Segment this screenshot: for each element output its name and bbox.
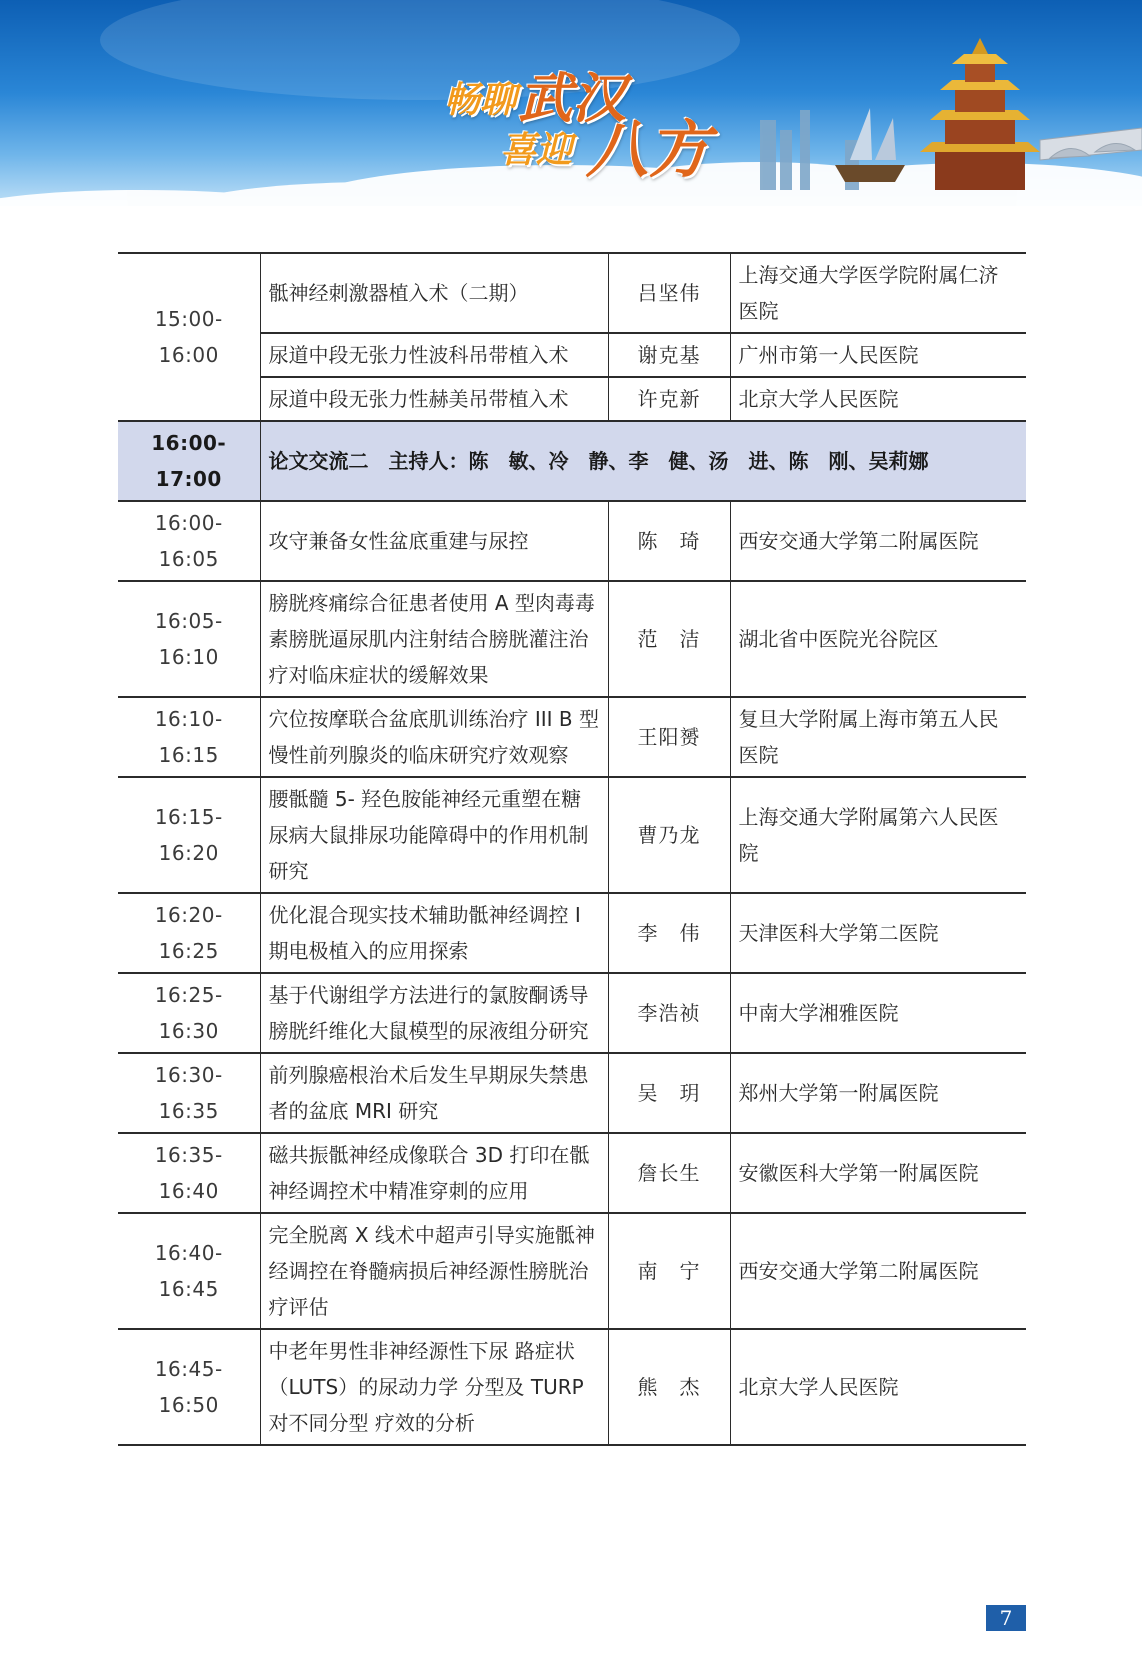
table-row	[118, 253, 1026, 333]
page-number: 7	[986, 1605, 1026, 1631]
organization-cell: 湖北省中医院光谷院区	[730, 581, 1026, 697]
time-cell: 16:45-16:50	[118, 1329, 260, 1445]
table-row	[118, 893, 1026, 973]
organization-cell: 西安交通大学第二附属医院	[730, 501, 1026, 581]
topic-cell: 尿道中段无张力性赫美吊带植入术	[260, 377, 608, 421]
topic-cell: 穴位按摩联合盆底肌训练治疗 III B 型慢性前列腺炎的临床研究疗效观察	[260, 697, 608, 777]
speaker-cell: 曹乃龙	[608, 777, 730, 893]
time-cell: 16:25-16:30	[118, 973, 260, 1053]
slogan-line1-emphasis: 武汉	[518, 66, 626, 130]
topic-cell: 攻守兼备女性盆底重建与尿控	[260, 501, 608, 581]
speaker-cell: 李浩祯	[608, 973, 730, 1053]
speaker-cell: 詹长生	[608, 1133, 730, 1213]
time-cell: 16:15-16:20	[118, 777, 260, 893]
organization-cell: 上海交通大学附属第六人民医院	[730, 777, 1026, 893]
time-cell: 16:10-16:15	[118, 697, 260, 777]
topic-cell: 完全脱离 X 线术中超声引导实施骶神经调控在脊髓病损后神经源性膀胱治疗评估	[260, 1213, 608, 1329]
topic-cell: 骶神经刺激器植入术（二期）	[260, 253, 608, 333]
table-row	[118, 1329, 1026, 1445]
organization-cell: 北京大学人民医院	[730, 377, 1026, 421]
header-banner	[0, 0, 1142, 206]
speaker-cell: 陈 琦	[608, 501, 730, 581]
organization-cell: 天津医科大学第二医院	[730, 893, 1026, 973]
table-row	[118, 581, 1026, 697]
table-row	[118, 1133, 1026, 1213]
topic-cell: 基于代谢组学方法进行的氯胺酮诱导膀胱纤维化大鼠模型的尿液组分研究	[260, 973, 608, 1053]
time-cell: 16:05-16:10	[118, 581, 260, 697]
time-cell: 15:00-16:00	[118, 253, 260, 421]
organization-cell: 上海交通大学医学院附属仁济医院	[730, 253, 1026, 333]
slogan-line2-prefix: 喜迎	[500, 129, 573, 171]
organization-cell: 广州市第一人民医院	[730, 333, 1026, 377]
organization-cell: 西安交通大学第二附属医院	[730, 1213, 1026, 1329]
time-cell: 16:20-16:25	[118, 893, 260, 973]
time-cell: 16:40-16:45	[118, 1213, 260, 1329]
speaker-cell: 吴 玥	[608, 1053, 730, 1133]
speaker-cell: 李 伟	[608, 893, 730, 973]
speaker-cell: 许克新	[608, 377, 730, 421]
organization-cell: 复旦大学附属上海市第五人民医院	[730, 697, 1026, 777]
agenda-table	[118, 252, 1026, 1446]
topic-cell: 磁共振骶神经成像联合 3D 打印在骶神经调控术中精准穿刺的应用	[260, 1133, 608, 1213]
speaker-cell: 王阳赟	[608, 697, 730, 777]
speaker-cell: 熊 杰	[608, 1329, 730, 1445]
speaker-cell: 谢克基	[608, 333, 730, 377]
session-header-row	[118, 421, 1026, 501]
topic-cell: 尿道中段无张力性波科吊带植入术	[260, 333, 608, 377]
organization-cell: 郑州大学第一附属医院	[730, 1053, 1026, 1133]
table-row	[118, 697, 1026, 777]
topic-cell: 腰骶髓 5- 羟色胺能神经元重塑在糖尿病大鼠排尿功能障碍中的作用机制研究	[260, 777, 608, 893]
speaker-cell: 南 宁	[608, 1213, 730, 1329]
time-cell: 16:30-16:35	[118, 1053, 260, 1133]
topic-cell: 中老年男性非神经源性下尿 路症状（LUTS）的尿动力学 分型及 TURP 对不同分型 疗效的分析	[260, 1329, 608, 1445]
topic-cell: 优化混合现实技术辅助骶神经调控 I 期电极植入的应用探索	[260, 893, 608, 973]
time-cell: 16:00-16:05	[118, 501, 260, 581]
table-row	[118, 501, 1026, 581]
session-time-cell: 16:00-17:00	[118, 421, 260, 501]
table-row	[118, 973, 1026, 1053]
session-title-cell: 论文交流二 主持人：陈 敏、冷 静、李 健、汤 进、陈 刚、吴莉娜	[260, 421, 1026, 501]
slogan-line2-emphasis: 八方	[586, 113, 711, 186]
slogan-line1-prefix: 畅聊	[444, 79, 517, 121]
topic-cell: 前列腺癌根治术后发生早期尿失禁患者的盆底 MRI 研究	[260, 1053, 608, 1133]
topic-cell: 膀胱疼痛综合征患者使用 A 型肉毒毒素膀胱逼尿肌内注射结合膀胱灌注治疗对临床症状的缓解效果	[260, 581, 608, 697]
table-row	[118, 777, 1026, 893]
time-cell: 16:35-16:40	[118, 1133, 260, 1213]
table-row	[118, 1213, 1026, 1329]
speaker-cell: 范 洁	[608, 581, 730, 697]
table-row	[118, 1053, 1026, 1133]
organization-cell: 中南大学湘雅医院	[730, 973, 1026, 1053]
organization-cell: 安徽医科大学第一附属医院	[730, 1133, 1026, 1213]
organization-cell: 北京大学人民医院	[730, 1329, 1026, 1445]
speaker-cell: 吕坚伟	[608, 253, 730, 333]
